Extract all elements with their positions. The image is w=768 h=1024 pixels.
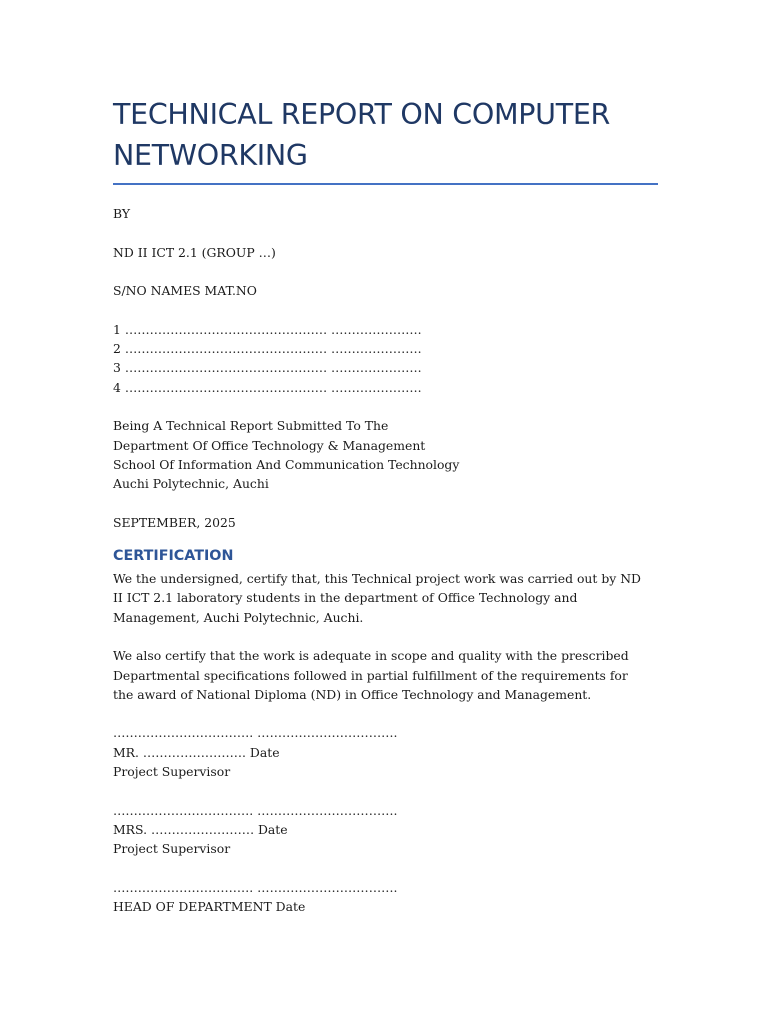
- certification-heading: CERTIFICATION: [113, 548, 234, 565]
- certification-paragraph-1: We the undersigned, certify that, this Technical project work was carried out by ND II ICT 2.1 laboratory students in the department of Office Technology and Management, Auchi Polytechnic, Auchi.: [113, 571, 641, 625]
- group-label: ND II ICT 2.1 (GROUP …): [113, 244, 276, 260]
- certification-paragraph-2: We also certify that the work is adequate in scope and quality with the prescribed Departmental specifications followed in partial fulfillment of the requirements for the award of National Diploma (ND) in Office Technology and Management.: [113, 648, 629, 702]
- signature-line: ……………………………. …………………………….: [113, 725, 398, 741]
- by-label: BY: [113, 206, 131, 221]
- signatory-name: HEAD OF DEPARTMENT Date: [113, 899, 306, 915]
- signatory-role: Project Supervisor: [113, 764, 231, 780]
- document-page: [113, 94, 658, 916]
- signature-line: ……………………………. …………………………….: [113, 802, 398, 818]
- table-header: S/NO NAMES MAT.NO: [113, 283, 257, 299]
- submission-line: Being A Technical Report Submitted To The: [113, 418, 389, 434]
- submission-line: Auchi Polytechnic, Auchi: [113, 476, 269, 492]
- submission-line: Department Of Office Technology & Management: [113, 437, 426, 453]
- signatory-name: MRS. ……………………. Date: [113, 821, 288, 837]
- document-title: TECHNICAL REPORT ON COMPUTER NETWORKING: [113, 98, 611, 172]
- student-row: 4 …………………………………………. ………………….: [113, 379, 422, 395]
- student-row: 1 …………………………………………. ………………….: [113, 321, 422, 337]
- submission-line: School Of Information And Communication Technology: [113, 456, 460, 472]
- title-underline: [113, 183, 658, 185]
- report-date: SEPTEMBER, 2025: [113, 514, 236, 530]
- student-row: 3 …………………………………………. ………………….: [113, 360, 422, 376]
- signatory-name: MR. ……………………. Date: [113, 744, 280, 760]
- signatory-role: Project Supervisor: [113, 841, 231, 857]
- student-row: 2 …………………………………………. ………………….: [113, 341, 422, 357]
- signature-line: ……………………………. …………………………….: [113, 879, 398, 895]
